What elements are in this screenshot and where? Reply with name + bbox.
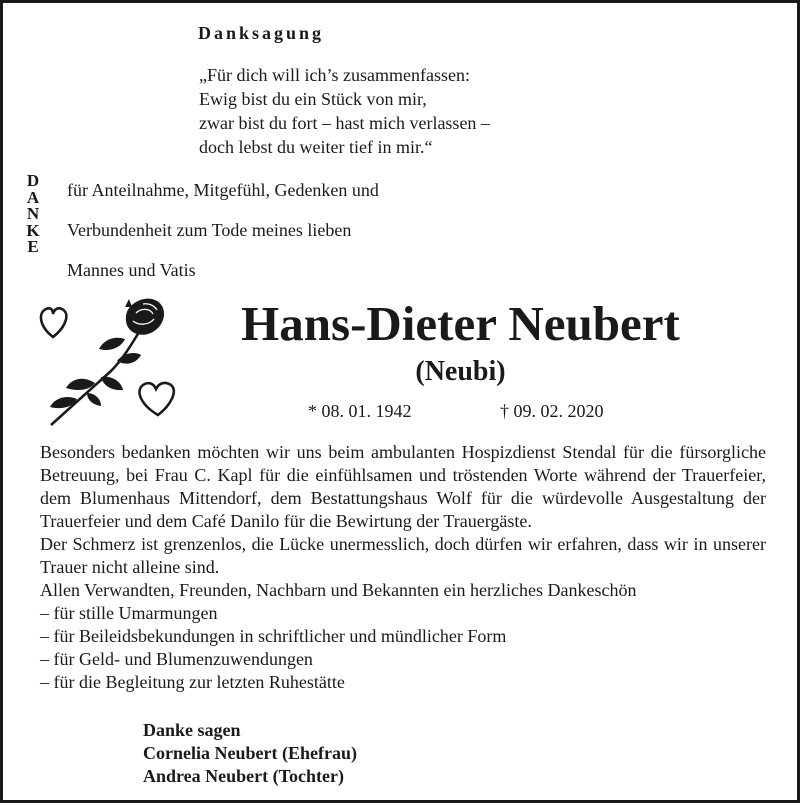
poem-line: Ewig bist du ein Stück von mir,	[199, 89, 427, 109]
deceased-nickname: (Neubi)	[415, 356, 506, 387]
danke-letter: K	[26, 220, 40, 240]
thanks-body	[40, 441, 766, 694]
thanks-list-item: – für die Begleitung zur letzten Ruhestätte	[40, 672, 345, 692]
signoff	[143, 719, 357, 788]
heart-icon	[139, 383, 173, 415]
thanks-list-item: – für Geld- und Blumenzuwendungen	[40, 649, 313, 669]
danke-line: Verbundenheit zum Tode meines lieben	[67, 220, 352, 240]
signer: Andrea Neubert (Tochter)	[143, 766, 344, 786]
thanks-paragraph: Besonders bedanken möchten wir uns beim ambulanten Hospizdienst Stendal für die fürsorgliche Betreuung, bei Frau C. Kapl für die einfühlsamen und tröstenden Worte während der Trauerfeier, dem Blumenhaus Mittendorf, dem Bestattungshaus Wolf für die würdevolle Ausgestaltung der Trauerfeier und dem Café Danilo für die Bewirtung der Trauergäste.	[40, 442, 766, 531]
heart-icon	[41, 308, 66, 337]
thanks-paragraph: Allen Verwandten, Freunden, Nachbarn und Bekannten ein herzliches Dankeschön	[40, 580, 637, 600]
danke-letter: D	[26, 171, 40, 190]
poem-line: doch lebst du weiter tief in mir.“	[199, 137, 433, 157]
rose-and-hearts-emblem	[33, 293, 183, 433]
poem-line: „Für dich will ich’s zusammenfassen:	[199, 65, 470, 85]
danke-letter: N	[26, 204, 40, 223]
deceased-name: Hans-Dieter Neubert	[241, 296, 680, 351]
signoff-intro: Danke sagen	[143, 720, 241, 740]
thanks-paragraph: Der Schmerz ist grenzenlos, die Lücke unermesslich, doch dürfen wir erfahren, dass wir in unserer Trauer nicht alleine sind.	[40, 534, 766, 577]
notice-heading: Danksagung	[198, 23, 325, 43]
thanks-list-item: – für Beileidsbekundungen in schriftlicher und mündlicher Form	[40, 626, 507, 646]
poem	[199, 63, 490, 159]
danke-line: Mannes und Vatis	[67, 260, 196, 280]
danke-line: für Anteilnahme, Mitgefühl, Gedenken und	[67, 180, 379, 200]
danke-text	[67, 177, 379, 297]
death-date: † 09. 02. 2020	[500, 401, 604, 421]
birth-date: * 08. 01. 1942	[308, 401, 412, 421]
poem-line: zwar bist du fort – hast mich verlassen –	[199, 113, 490, 133]
thanks-list-item: – für stille Umarmungen	[40, 603, 218, 623]
danke-vertical-word	[25, 173, 41, 256]
signer: Cornelia Neubert (Ehefrau)	[143, 743, 357, 763]
danke-letter: A	[26, 187, 40, 207]
danke-letter: E	[27, 237, 39, 256]
